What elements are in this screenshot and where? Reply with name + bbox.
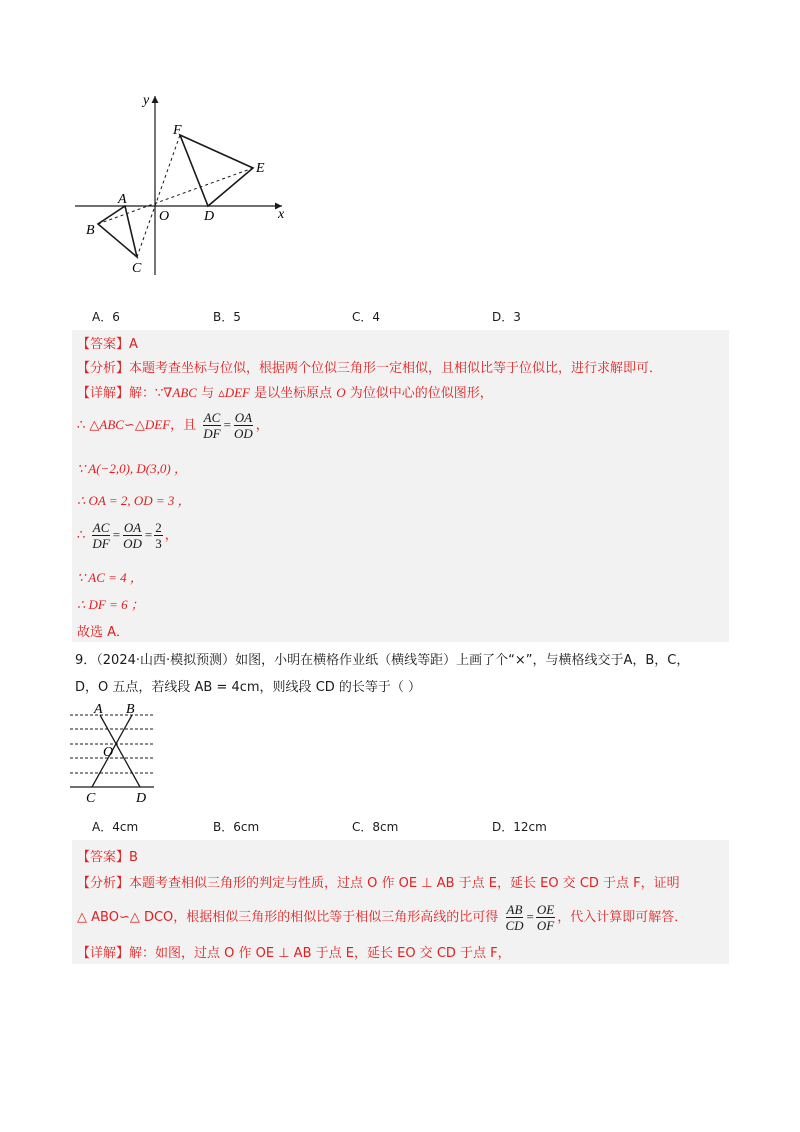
q8-detail-line-5: ∴ $\frac{AC}{DF}$ = $\frac{OA}{OD}$ = $\frac{2}{3}$ ， bbox=[77, 520, 178, 551]
label-f: F bbox=[173, 123, 182, 138]
q8-detail-line-1 bbox=[77, 382, 493, 401]
q8-analysis bbox=[77, 357, 662, 376]
q9-analysis-line-2: △ ABO∽△ DCO，根据相似三角形的相似比等于相似三角形高线的比可得 $\frac{AB}{CD}$ = $\frac{OE}{OF}$ ，代入计算即可解答． bbox=[77, 902, 688, 933]
q8-detail-l1-m2: ▵DEF bbox=[218, 385, 250, 400]
fraction-denominator: OD bbox=[233, 426, 253, 441]
q9-option-d[interactable]: D．12cm bbox=[492, 820, 547, 834]
q9-analysis-text-2: △ ABO∽△ DCO，根据相似三角形的相似比等于相似三角形高线的比可得 bbox=[77, 910, 499, 925]
q8-detail-line-8: 故选 A． bbox=[77, 625, 130, 640]
q8-option-d[interactable]: D．3 bbox=[492, 310, 521, 324]
q9-option-b[interactable]: B．6cm bbox=[213, 820, 260, 834]
q9-detail-line-1 bbox=[77, 942, 511, 961]
q9-stem-line-2: D，O 五点，若线段 AB = 4cm，则线段 CD 的长等于（ ） bbox=[75, 680, 422, 695]
fraction-ab-cd bbox=[504, 902, 524, 933]
q8-detail-l1-end: 为位似中心的位似图形， bbox=[345, 386, 493, 401]
q9-answer-value: B bbox=[129, 850, 138, 865]
fraction-numerator: OA bbox=[123, 520, 142, 535]
q8-detail-l1-mid: 与 bbox=[196, 386, 219, 401]
q9-solution-panel bbox=[72, 840, 729, 964]
triangle-abc bbox=[98, 206, 137, 257]
label-o: O bbox=[159, 209, 170, 224]
q8-detail-l1-o: O bbox=[336, 385, 346, 400]
q8-detail-l1-m1: ∇ABC bbox=[163, 385, 197, 400]
fraction-numerator: AB bbox=[506, 902, 523, 917]
fraction-denominator: DF bbox=[92, 536, 110, 551]
q8-detail-l1-prefix: 解：∵ bbox=[129, 386, 164, 401]
fraction-2-3 bbox=[154, 520, 163, 551]
q8-detail-l5-pre: ∴ bbox=[77, 528, 86, 543]
q8-option-a[interactable]: A．6 bbox=[92, 310, 120, 324]
label-o: O bbox=[103, 745, 114, 760]
label-a: A bbox=[94, 702, 103, 717]
fraction-denominator: 3 bbox=[155, 536, 162, 551]
fraction-ac-df bbox=[202, 410, 221, 441]
q8-answer-value: A bbox=[129, 337, 138, 352]
q9-option-c[interactable]: C．8cm bbox=[352, 820, 399, 834]
q8-detail-l2-and: ，且 bbox=[170, 418, 197, 433]
q8-detail-line-4: ∴ OA = 2, OD = 3 ， bbox=[77, 493, 191, 508]
fraction-numerator: AC bbox=[92, 520, 110, 535]
q8-detail-l2-pre: ∴ bbox=[77, 418, 86, 433]
q9-option-a[interactable]: A．4cm bbox=[92, 820, 139, 834]
fraction-ac-df bbox=[91, 520, 110, 551]
q8-answer-tag: 【答案】 bbox=[77, 337, 130, 352]
q8-analysis-tag: 【分析】 bbox=[77, 361, 130, 376]
q9-stem-line-1: 9．（2024·山西·模拟预测）如图，小明在横格作业纸（横线等距）上画了个“×”，与横格线交于A，B，C， bbox=[75, 653, 690, 668]
fraction-denominator: DF bbox=[203, 426, 221, 441]
fraction-oa-od bbox=[122, 520, 143, 551]
label-d: D bbox=[204, 209, 215, 224]
q9-analysis-text-3: ，代入计算即可解答． bbox=[557, 910, 688, 925]
fraction-oa-od bbox=[233, 410, 254, 441]
q9-detail-tag: 【详解】 bbox=[77, 946, 130, 961]
label-d: D bbox=[136, 791, 147, 806]
q9-answer-tag: 【答案】 bbox=[77, 850, 130, 865]
q8-option-c[interactable]: C．4 bbox=[352, 310, 381, 324]
triangle-def bbox=[180, 135, 253, 206]
fraction-numerator: OA bbox=[234, 410, 253, 425]
q8-detail-l2-sim: △ABC∽△DEF bbox=[89, 417, 171, 432]
label-y: y bbox=[143, 93, 150, 108]
figure-coordinate-diagram bbox=[70, 90, 300, 280]
fraction-denominator: OF bbox=[536, 918, 555, 933]
q8-analysis-text: 本题考查坐标与位似，根据两个位似三角形一定相似，且相似比等于位似比，进行求解即可． bbox=[129, 361, 663, 376]
q8-detail-line-7: ∴ DF = 6 ； bbox=[77, 597, 144, 612]
q9-detail-text: 解：如图，过点 O 作 OE ⊥ AB 于点 E，延长 EO 交 CD 于点 F， bbox=[129, 946, 511, 961]
fraction-denominator: OD bbox=[123, 536, 142, 551]
q8-solution-panel bbox=[72, 330, 729, 642]
q9-analysis-text-1: 本题考查相似三角形的判定与性质，过点 O 作 OE ⊥ AB 于点 E，延长 EO 交 CD 于点 F，证明 bbox=[129, 876, 680, 891]
q9-analysis-tag: 【分析】 bbox=[77, 876, 130, 891]
fraction-numerator: 2 bbox=[155, 520, 162, 535]
label-b: B bbox=[126, 702, 135, 717]
dashed-line-cf bbox=[137, 135, 180, 257]
q8-detail-line-3: ∵ A(−2,0), D(3,0) ， bbox=[77, 461, 187, 476]
label-c: C bbox=[86, 791, 96, 806]
q9-answer bbox=[77, 846, 138, 865]
fraction-oe-of bbox=[536, 902, 555, 933]
fraction-numerator: AC bbox=[203, 410, 221, 425]
q8-detail-l1-suffix: 是以坐标原点 bbox=[250, 386, 337, 401]
q9-analysis-line-1 bbox=[77, 872, 680, 891]
q8-answer bbox=[77, 333, 138, 352]
q8-option-b[interactable]: B．5 bbox=[213, 310, 241, 324]
label-a: A bbox=[118, 192, 127, 207]
q8-detail-line-2: ∴ △ABC∽△DEF，且 $\frac{AC}{DF}$ = $\frac{OA}{OD}$ ， bbox=[77, 410, 269, 441]
label-c: C bbox=[132, 261, 142, 276]
label-e: E bbox=[256, 161, 265, 176]
q8-detail-tag: 【详解】 bbox=[77, 386, 130, 401]
q8-detail-line-6: ∵ AC = 4 ， bbox=[77, 570, 143, 585]
fraction-denominator: CD bbox=[505, 918, 524, 933]
fraction-numerator: OE bbox=[536, 902, 555, 917]
figure-ruled-paper-cross bbox=[70, 700, 160, 808]
label-x: x bbox=[278, 207, 285, 222]
label-b: B bbox=[86, 223, 95, 238]
